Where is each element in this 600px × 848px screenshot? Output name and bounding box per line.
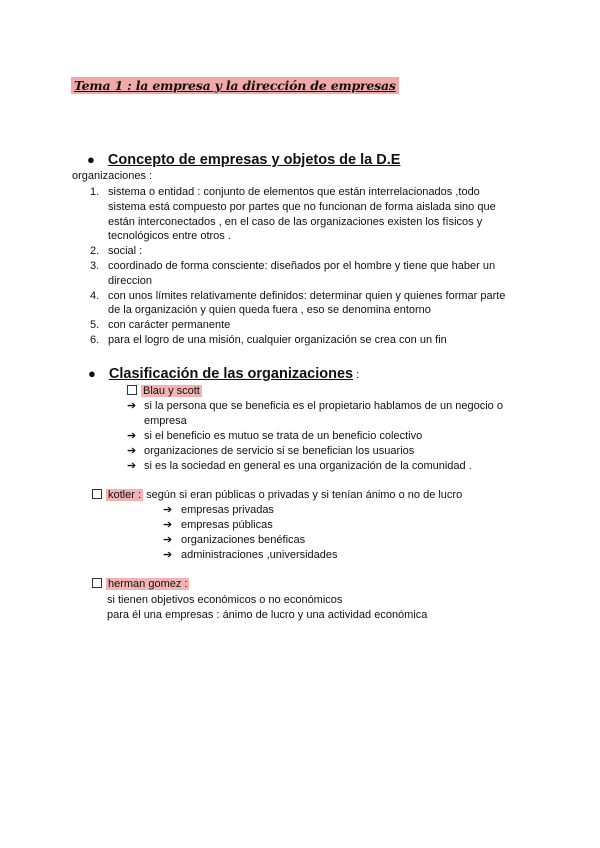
arrow-item-text: administraciones ,universidades	[181, 549, 338, 561]
section2-heading-suffix: :	[353, 369, 360, 381]
gomez-line: para él una empresas : ánimo de lucro y una actividad económica	[107, 609, 428, 621]
list-item-text: para el logro de una misión, cualquier organización se crea con un fin	[108, 334, 447, 346]
arrow-item-text: empresa	[144, 415, 187, 427]
page-title: Tema 1 : la empresa y la dirección de empresas	[71, 77, 399, 94]
gomez-line: si tienen objetivos económicos o no económicos	[107, 594, 343, 606]
list-item-text: tecnológicos entre otros .	[108, 230, 231, 243]
kotler-checklist-item[interactable]	[92, 489, 462, 501]
gomez-checklist-item[interactable]	[92, 578, 189, 590]
list-number: 6.	[90, 334, 100, 346]
section1-intro: organizaciones :	[72, 170, 153, 182]
blau-label: Blau y scott	[143, 385, 200, 397]
arrow-item-text: empresas públicas	[181, 519, 273, 531]
checkbox-icon[interactable]	[92, 489, 102, 499]
arrow-icon: ➔	[163, 519, 173, 531]
list-item-text: sistema está compuesto por partes que no funcionan de forma aislada sino que	[108, 200, 496, 213]
arrow-item-text: si el beneficio es mutuo se trata de un beneficio colectivo	[144, 430, 423, 442]
arrow-item-text: empresas privadas	[181, 504, 274, 516]
blau-checklist-item[interactable]	[127, 385, 202, 397]
arrow-item-text: organizaciones benéficas	[181, 534, 306, 546]
list-item-text: direccion	[108, 274, 153, 287]
arrow-item-text: si es la sociedad en general es una organización de la comunidad .	[144, 460, 472, 472]
section2-heading: Clasificación de las organizaciones	[108, 366, 354, 382]
kotler-label: kotler :	[108, 489, 142, 501]
arrow-icon: ➔	[163, 504, 173, 516]
arrow-icon: ➔	[163, 549, 173, 561]
checkbox-icon[interactable]	[92, 578, 102, 588]
kotler-text: según si eran públicas o privadas y si tenían ánimo o no de lucro	[143, 489, 463, 501]
list-number: 3.	[90, 260, 100, 272]
list-item-text: están interconectados , en el caso de las organizaciones existen los físicos y	[108, 215, 483, 228]
section1-header	[87, 152, 400, 168]
checkbox-icon[interactable]	[127, 385, 137, 395]
arrow-item-text: organizaciones de servicio si se benefician los usuarios	[144, 445, 415, 457]
list-item-text: sistema o entidad : conjunto de elementos que están interrelacionados ,todo	[108, 186, 480, 198]
arrow-icon: ➔	[163, 534, 173, 546]
list-number: 4.	[90, 289, 100, 302]
list-number: 2.	[90, 245, 100, 258]
list-item-text: con carácter permanente	[108, 319, 231, 332]
gomez-label: herman gomez :	[108, 578, 188, 590]
list-item-text: con unos límites relativamente definidos: determinar quien y quienes formar parte	[108, 289, 506, 302]
list-item-text: de la organización y quien queda fuera , eso se denomina entorno	[108, 304, 431, 317]
section2-header	[88, 366, 359, 382]
list-number: 5.	[90, 319, 100, 332]
arrow-icon: ➔	[127, 445, 137, 457]
section1-heading: Concepto de empresas y objetos de la D.E	[107, 152, 401, 168]
bullet-icon: ●	[87, 152, 95, 167]
arrow-item-text: si la persona que se beneficia es el propietario hablamos de un negocio o	[144, 400, 503, 412]
arrow-icon: ➔	[127, 400, 137, 412]
arrow-icon: ➔	[127, 460, 137, 472]
list-item-text: coordinado de forma consciente: diseñados por el hombre y tiene que haber un	[108, 260, 496, 272]
list-number: 1.	[90, 186, 100, 198]
list-item-text: social :	[108, 245, 143, 258]
arrow-icon: ➔	[127, 430, 137, 442]
bullet-icon: ●	[88, 366, 96, 381]
